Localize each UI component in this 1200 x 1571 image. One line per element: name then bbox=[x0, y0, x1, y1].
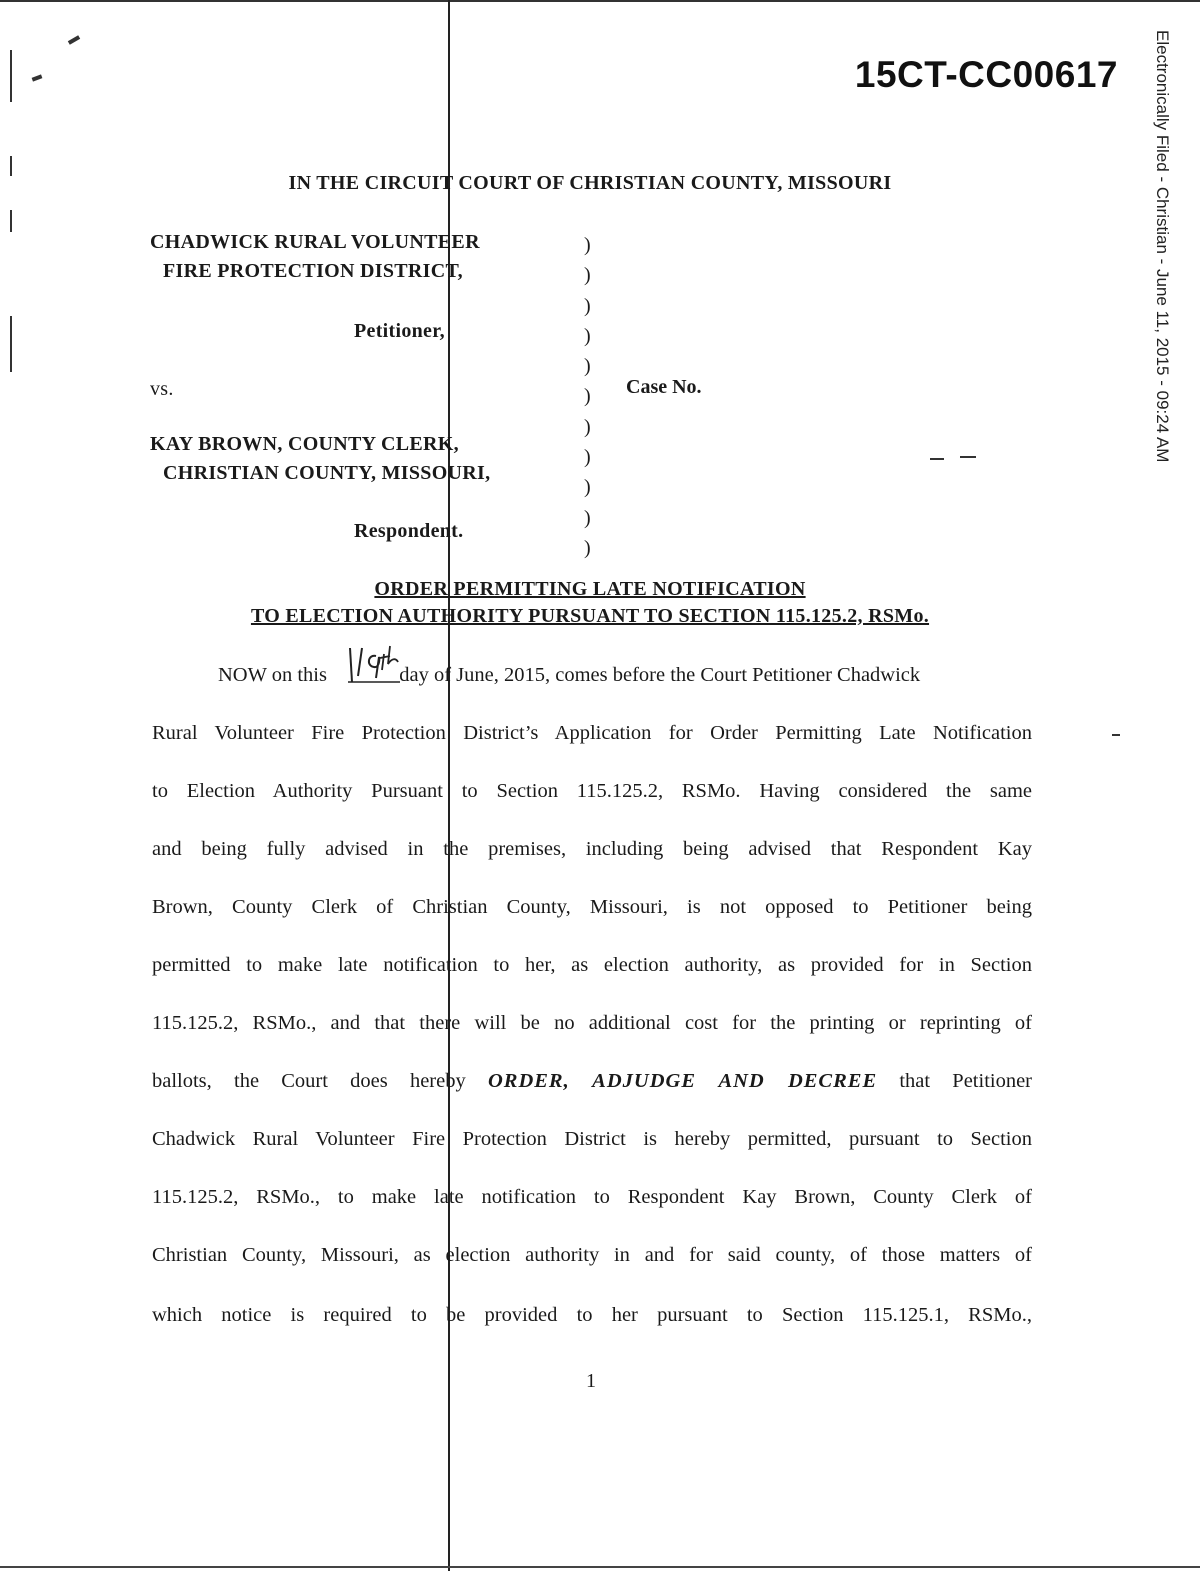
intro-text: NOW on this bbox=[218, 664, 327, 686]
body-line-3: to Election Authority Pursuant to Section 115.125.2, RSMo. Having considered the same bbox=[152, 780, 1032, 802]
body-line-12: which notice is required to be provided to her pursuant to Section 115.125.1, RSMo., bbox=[152, 1304, 1032, 1326]
filing-stamp: Electronically Filed - Christian - June 11, 2015 - 09:24 AM bbox=[1153, 30, 1172, 463]
scan-speck bbox=[960, 456, 976, 458]
body-line-9: Chadwick Rural Volunteer Fire Protection District is hereby permitted, pursuant to Section bbox=[152, 1128, 1032, 1150]
caption-paren: ) bbox=[584, 324, 591, 347]
scan-speck bbox=[930, 458, 944, 460]
body-line-2: Rural Volunteer Fire Protection District’s Application for Order Permitting Late Notification bbox=[152, 722, 1032, 744]
petitioner-name-line2: FIRE PROTECTION DISTRICT, bbox=[163, 260, 463, 282]
petitioner-name-line1: CHADWICK RURAL VOLUNTEER bbox=[150, 231, 480, 253]
body-line-4: and being fully advised in the premises, including being advised that Respondent Kay bbox=[152, 838, 1032, 860]
decree-text-pre: ballots, the Court does hereby bbox=[152, 1070, 466, 1092]
body-line-5: Brown, County Clerk of Christian County, Missouri, is not opposed to Petitioner being bbox=[152, 896, 1032, 918]
caption-paren: ) bbox=[584, 355, 591, 378]
scan-speck bbox=[1112, 734, 1120, 736]
caption-paren: ) bbox=[584, 294, 591, 317]
body-line-10: 115.125.2, RSMo., to make late notification to Respondent Kay Brown, County Clerk of bbox=[152, 1186, 1032, 1208]
handwritten-day-signature bbox=[346, 640, 402, 690]
caption-paren: ) bbox=[584, 264, 591, 287]
page-number: 1 bbox=[586, 1370, 596, 1392]
caption-paren: ) bbox=[584, 506, 591, 529]
decree-text-post: that Petitioner bbox=[899, 1070, 1033, 1092]
caption-paren: ) bbox=[584, 446, 591, 469]
versus-label: vs. bbox=[150, 378, 174, 400]
scan-speck bbox=[10, 316, 12, 372]
order-title-line2: TO ELECTION AUTHORITY PURSUANT TO SECTION 115.125.2, RSMo. bbox=[250, 605, 930, 627]
respondent-role: Respondent. bbox=[354, 520, 464, 542]
scan-speck bbox=[10, 156, 12, 176]
caption-paren: ) bbox=[584, 234, 591, 256]
petitioner-role: Petitioner, bbox=[354, 320, 445, 342]
caption-paren: ) bbox=[584, 385, 591, 408]
caption-paren: ) bbox=[584, 536, 591, 559]
decree-emphasis: ORDER, ADJUDGE AND DECREE bbox=[487, 1070, 878, 1092]
body-line-7: 115.125.2, RSMo., and that there will be no additional cost for the printing or reprinting of bbox=[152, 1012, 1032, 1034]
order-title bbox=[150, 576, 1030, 630]
case-number: 15CT-CC00617 bbox=[854, 54, 1118, 95]
caption-paren-column bbox=[584, 230, 591, 563]
court-caption: IN THE CIRCUIT COURT OF CHRISTIAN COUNTY, MISSOURI bbox=[288, 172, 892, 194]
scan-speck bbox=[32, 74, 43, 81]
body-line-6: permitted to make late notification to her, as election authority, as provided for in Section bbox=[152, 954, 1032, 976]
scan-top-edge bbox=[0, 0, 1200, 2]
respondent-name-line1: KAY BROWN, COUNTY CLERK, bbox=[150, 433, 459, 455]
scan-speck bbox=[68, 35, 80, 44]
body-line-1 bbox=[218, 664, 1032, 687]
scan-speck bbox=[10, 210, 12, 232]
body-line-8 bbox=[152, 1070, 1032, 1093]
respondent-name-line2: CHRISTIAN COUNTY, MISSOURI, bbox=[163, 462, 491, 484]
caption-paren: ) bbox=[584, 476, 591, 499]
case-no-label: Case No. bbox=[626, 376, 702, 398]
caption-paren: ) bbox=[584, 415, 591, 438]
scan-speck bbox=[10, 50, 12, 102]
intro-text-continued: day of June, 2015, comes before the Court Petitioner Chadwick bbox=[399, 664, 921, 686]
order-title-line1: ORDER PERMITTING LATE NOTIFICATION bbox=[374, 578, 806, 600]
scan-bottom-edge bbox=[0, 1566, 1200, 1568]
body-line-11: Christian County, Missouri, as election authority in and for said county, of those matters of bbox=[152, 1244, 1032, 1266]
